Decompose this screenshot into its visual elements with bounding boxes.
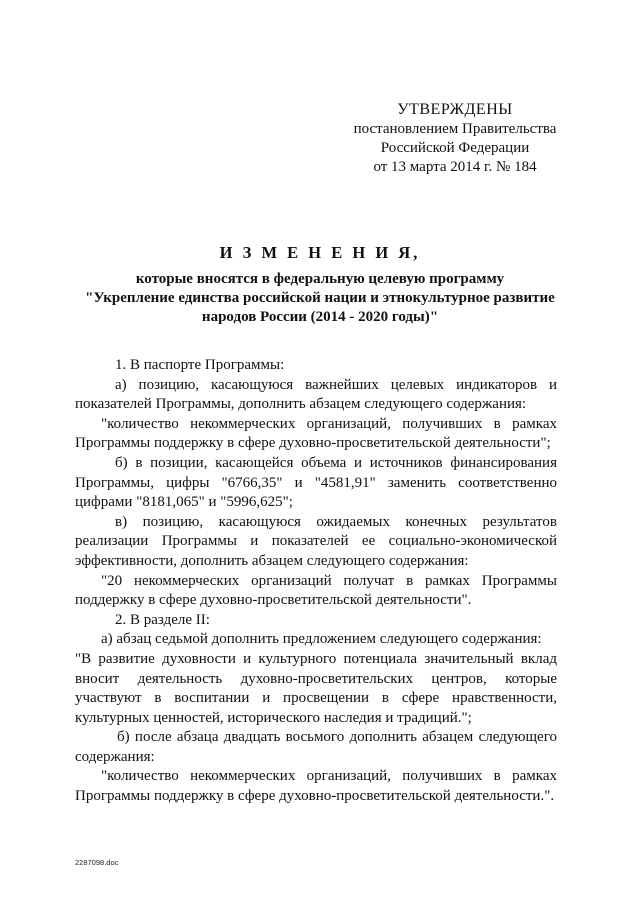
- paragraph: б) после абзаца двадцать восьмого дополнить абзацем следующего содержания:: [75, 729, 557, 765]
- approval-block: [340, 100, 570, 177]
- paragraph: "В развитие духовности и культурного потенциала значительный вклад вносит деятельность духовно-просветительских центров, которые участвуют в воспитании и просвещении в сфере нравственности, культурных ценностей, исторического наследия и традиций.";: [75, 650, 557, 726]
- paragraph: "20 некоммерческих организаций получат в рамках Программы поддержку в сфере духовно-просветительской деятельности".: [75, 572, 557, 609]
- paragraph: "количество некоммерческих организаций, получивших в рамках Программы поддержку в сфере духовно-просветительской деятельности";: [75, 415, 557, 452]
- paragraph: 1. В паспорте Программы:: [115, 357, 285, 373]
- paragraph: в) позицию, касающуюся ожидаемых конечных результатов реализации Программы и показателей ее социально-экономической эффективности, дополнить абзацем следующего содержания:: [75, 513, 557, 569]
- paragraph: б) в позиции, касающейся объема и источников финансирования Программы, цифры "6766,35" и "4581,91" заменить соответственно цифрами "8181,065" и "5996,625";: [75, 454, 557, 511]
- paragraph: а) абзац седьмой дополнить предложением следующего содержания:: [101, 631, 542, 648]
- paragraph: а) позицию, касающуюся важнейших целевых индикаторов и показателей Программы, дополнить абзацем следующего содержания:: [75, 376, 557, 413]
- heading-line-3: народов России (2014 - 2020 годы)": [201, 309, 439, 325]
- document-heading: [70, 242, 570, 327]
- document-file-id: 2287098.doc: [75, 858, 119, 867]
- heading-line-1: которые вносятся в федеральную целевую программу: [135, 271, 505, 287]
- approval-line-1: постановлением Правительства: [353, 121, 557, 137]
- document-body: [75, 356, 557, 807]
- approval-line-3: от 13 марта 2014 г. № 184: [373, 159, 537, 175]
- heading-line-2: "Укрепление единства российской нации и этнокультурное развитие: [85, 290, 555, 306]
- paragraph: 2. В разделе II:: [115, 611, 210, 628]
- approval-line-2: Российской Федерации: [380, 140, 530, 156]
- heading-title: И З М Е Н Е Н И Я,: [219, 243, 421, 262]
- paragraph: "количество некоммерческих организаций, получивших в рамках Программы поддержку в сфере духовно-просветительской деятельности.".: [75, 768, 557, 805]
- approval-title: УТВЕРЖДЕНЫ: [397, 101, 513, 118]
